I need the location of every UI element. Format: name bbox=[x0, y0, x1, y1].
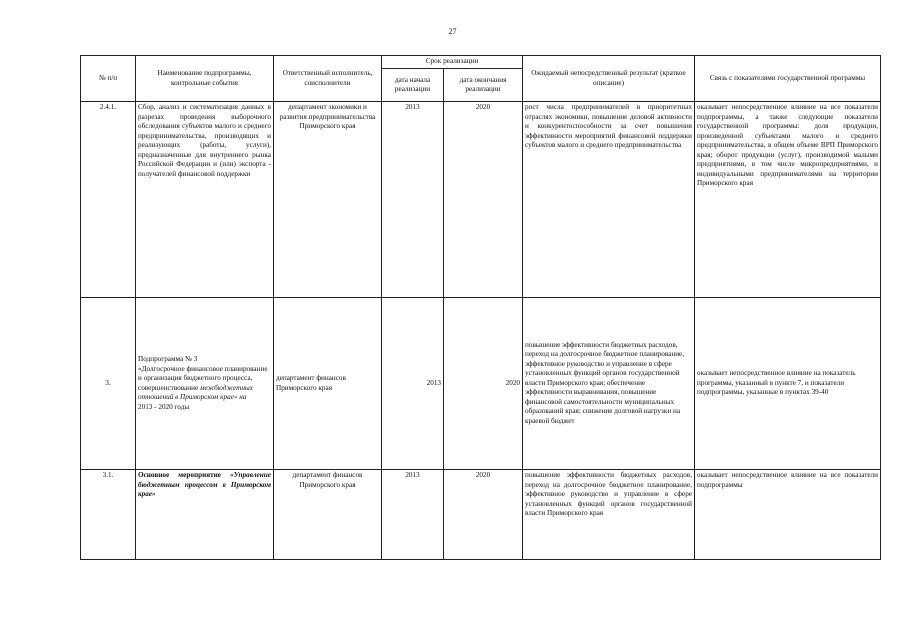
row-end: 2020 bbox=[444, 470, 523, 560]
program-table bbox=[80, 55, 881, 560]
row-link: оказывает непосредственное влияние на показатель программы, указанный в пункте 7, и показатели подпрограммы, указанные в пунктах 39-40 bbox=[695, 298, 881, 470]
header-period: Срок реализации bbox=[382, 56, 523, 69]
row-result: повышение эффективности бюджетных расходов, переход на долгосрочное бюджетное планирование, эффективное руководство и управление в сфере установленных функций органов государственной власти Приморского края bbox=[523, 470, 695, 560]
row-result: повышение эффективности бюджетных расходов, переход на долгосрочное бюджетное планирование, эффективное руководство и управление в сфере установленных функций органов государственной власти Приморского края; обеспечение эффективности выравнивания, повышение финансовой самостоятельности муниципальных образований края; снижение долговой нагрузки на краевой бюджет bbox=[523, 298, 695, 470]
page-number: 27 bbox=[448, 27, 457, 36]
row-num: 2.4.1. bbox=[81, 102, 136, 298]
row-responsible: департамент финансов Приморского края bbox=[274, 298, 382, 470]
header-end: дата окончания реализации bbox=[444, 69, 523, 102]
row-name bbox=[136, 298, 274, 470]
row-link: оказывает непосредственное влияние на все показатели подпрограммы, а также следующие показатели государственной программы: доля продукции, произведенной субъектами малого и среднего предпринимательства, в общем объеме ВРП Приморского края; оборот продукции (услуг), производимой малыми предприятиями, в том числе микропредприятиями, и индивидуальными предпринимателями на территории Приморского края bbox=[695, 102, 881, 298]
row-start: 2013 bbox=[382, 298, 444, 470]
event-label: Основное мероприятие bbox=[138, 471, 221, 479]
header-result: Ожидаемый непосредственный результат (краткое описание) bbox=[523, 56, 695, 102]
row-end: 2020 bbox=[444, 298, 523, 470]
event-name: «Управление бюджетным процессом в Приморском крае» bbox=[138, 471, 271, 498]
header-name: Наименование подпрограммы, контрольные события bbox=[136, 56, 274, 102]
table-row bbox=[81, 102, 881, 298]
header-link: Связь с показателями государственной программы bbox=[695, 56, 881, 102]
subprogram-name-italic: межбюджетных отношений в Приморском крае» на bbox=[138, 383, 253, 401]
row-name: Сбор, анализ и систематизация данных в разрезах проведения выборочного обследования субъектов малого и среднего предпринимательства, производящих и реализующих (работы, услуги), предназначенные для внутреннего рынка Российской Федерации и (или) экспорта - получателей финансовой поддержки bbox=[136, 102, 274, 298]
header-num: № п/п bbox=[81, 56, 136, 102]
table-row bbox=[81, 470, 881, 560]
row-responsible: департамент финансов Приморского края bbox=[274, 470, 382, 560]
row-responsible: департамент экономики и развития предпринимательства Приморского края bbox=[274, 102, 382, 298]
header-start: дата начала реализации bbox=[382, 69, 444, 102]
row-num: 3.1. bbox=[81, 470, 136, 560]
row-name bbox=[136, 470, 274, 560]
row-result: рост числа предпринимателей в приоритетных отраслях экономики, повышение деловой активности и конкурентоспособности за счет повышения эффективности мероприятий финансовой поддержки субъектов малого и среднего предпринимательства bbox=[523, 102, 695, 298]
subprogram-title: Подпрограмма № 3 bbox=[138, 355, 198, 363]
row-link: оказывает непосредственное влияние на все показатели подпрограммы bbox=[695, 470, 881, 560]
row-end: 2020 bbox=[444, 102, 523, 298]
row-start: 2013 bbox=[382, 102, 444, 298]
row-num: 3. bbox=[81, 298, 136, 470]
subprogram-years: 2013 - 2020 годы bbox=[138, 402, 190, 411]
table-row bbox=[81, 298, 881, 470]
row-start: 2013 bbox=[382, 470, 444, 560]
subprogram-name: «Долгосрочное финансовое планирование и организация бюджетного процесса, совершенствование bbox=[138, 364, 268, 392]
header-responsible: Ответственный исполнитель, соисполнители bbox=[274, 56, 382, 102]
